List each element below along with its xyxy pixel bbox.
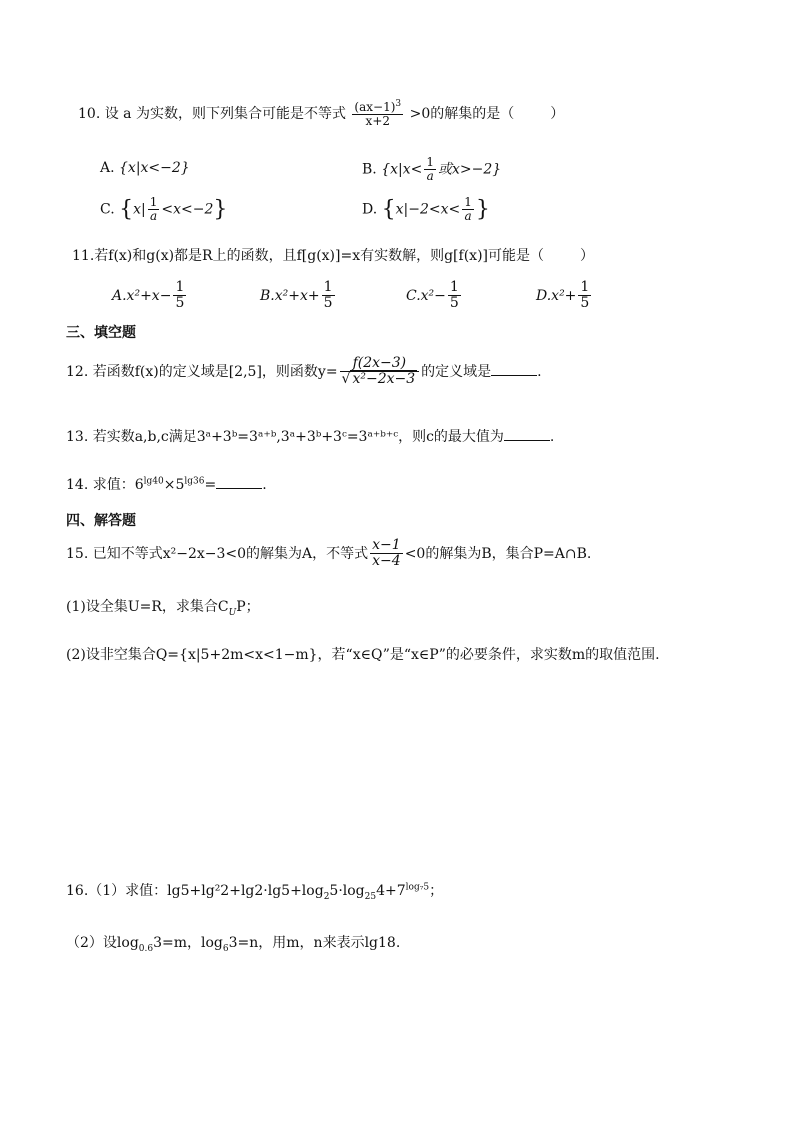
q15-part-2: (2)设非空集合Q={x|5+2m<x<1−m}，若“x∈Q”是“x∈P”的必要条件，求实数m的取值范围. — [66, 647, 660, 663]
section-answer-questions-heading: 四、解答题 — [66, 513, 136, 529]
section-fill-in-blank-heading: 三、填空题 — [66, 325, 136, 341]
q16-part-2: （2）设$\log_{0.6}3=m$，$\log_63=n$，用m，n来表示lg18. — [66, 935, 401, 954]
q10-option-c: C. {x| $\frac{1}{a}$ <x<−2} — [100, 195, 228, 224]
q10-stem-text: 设 a 为实数，则下列集合可能是不等式 — [104, 106, 346, 123]
q10-stem-tail: 的解集的是（ — [430, 106, 515, 123]
q11-option-d: D.x²+ $\frac{1}{5}$ — [536, 279, 590, 312]
q10-inequality-fraction: $\frac{(ax-1)^3}{x+2}$ — [354, 99, 402, 129]
q14-stem: 14. 求值：$6^{lg40}\times 5^{lg36}=$ . — [66, 474, 267, 494]
q11-option-b: B.x²+x+ $\frac{1}{5}$ — [260, 279, 333, 312]
q14-answer-blank — [216, 474, 262, 489]
q11-option-c: C.x²− $\frac{1}{5}$ — [406, 279, 459, 312]
q10-option-b: B. {x|x< $\frac{1}{a}$ 或x>−2} — [362, 155, 502, 184]
q10-number: 10. — [78, 106, 101, 123]
q10-option-d: D. {x|−2<x< $\frac{1}{a}$ } — [362, 195, 490, 224]
q16-part-1: 16.（1）求值：$\lg 5+\lg^22+\lg 2\cdot\lg 5+\log_25\cdot\log_{25}4+7^{log_75}$； — [66, 882, 444, 902]
q13-answer-blank — [504, 426, 550, 441]
q10-stem: 10. 设 a 为实数，则下列集合可能是不等式 $\frac{(ax-1)^3}{x+2}$ >0的解集的是（ ） — [78, 99, 565, 129]
q10-inequality-rhs: >0 — [409, 106, 431, 123]
q12-stem: 12. 若函数f(x)的定义域是[2,5]，则函数y= $\frac{f(2x-3)}{\text{√ x²−2x−3}}$ 的定义域是 . — [66, 355, 542, 388]
q12-answer-blank — [491, 361, 537, 376]
q15-stem: 15. 已知不等式x²−2x−3<0的解集为A，不等式 $\frac{x-1}{x-4}$ <0的解集为B，集合P=A∩B. — [66, 537, 592, 570]
q13-stem: 13. 若实数a,b,c满足3ᵃ+3ᵇ=3ᵃ⁺ᵇ,3ᵃ+3ᵇ+3ᶜ=3ᵃ⁺ᵇ⁺ᶜ，则c的最大值为 . — [66, 426, 554, 446]
q11-stem: 11.若f(x)和g(x)都是R上的函数，且f[g(x)]=x有实数解，则g[f(x)]可能是（ ） — [72, 248, 594, 264]
q10-option-a: A. {x|x<−2} — [100, 160, 190, 176]
q11-option-a: A.x²+x− $\frac{1}{5}$ — [112, 279, 185, 312]
q15-part-1: (1)设全集U=R，求集合$C_UP$； — [66, 599, 260, 618]
